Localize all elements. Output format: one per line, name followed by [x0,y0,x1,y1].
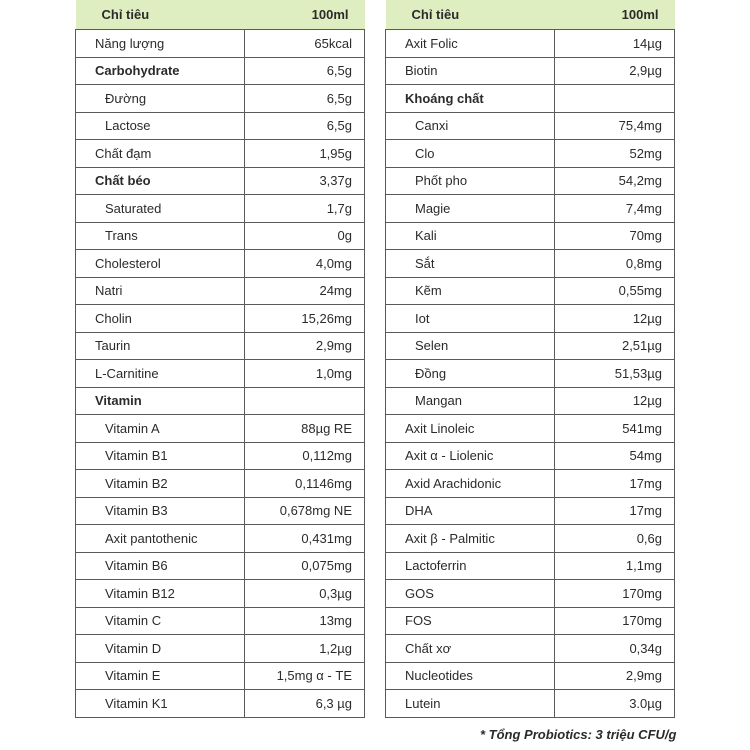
nutrient-value: 2,9mg [555,662,675,690]
table-row [386,167,675,195]
table-row [386,415,675,443]
nutrient-name: Vitamin A [76,415,245,443]
table-row [76,112,365,140]
nutrient-value: 2,9µg [555,57,675,85]
nutrient-value: 0,6g [555,525,675,553]
table-row [76,497,365,525]
nutrient-value: 1,1mg [555,552,675,580]
table-row [386,250,675,278]
nutrient-value: 17mg [555,497,675,525]
table-row [76,552,365,580]
table-row [76,690,365,718]
nutrient-name: Chất đạm [76,140,245,168]
nutrient-name: Vitamin B12 [76,580,245,608]
nutrient-name: Vitamin K1 [76,690,245,718]
nutrient-value [555,85,675,113]
table-row [386,470,675,498]
table-row [386,112,675,140]
nutrient-name: Chất béo [76,167,245,195]
nutrient-name: Biotin [386,57,555,85]
table-row [386,332,675,360]
table-row [386,360,675,388]
table-row [386,607,675,635]
nutrient-name: Sắt [386,250,555,278]
nutrient-value: 17mg [555,470,675,498]
nutrient-value: 1,5mg α - TE [245,662,365,690]
nutrient-name: Vitamin [76,387,245,415]
nutrient-name: Axit Folic [386,30,555,58]
nutrient-value: 7,4mg [555,195,675,223]
nutrient-value: 3.0µg [555,690,675,718]
nutrient-name: Axit pantothenic [76,525,245,553]
table-row [386,580,675,608]
nutrient-value: 0,8mg [555,250,675,278]
nutrient-value: 54mg [555,442,675,470]
nutrient-value: 170mg [555,580,675,608]
nutrient-name: Clo [386,140,555,168]
table-row [386,30,675,58]
table-row [76,85,365,113]
nutrient-value: 52mg [555,140,675,168]
nutrient-name: Nucleotides [386,662,555,690]
nutrient-name: Vitamin B2 [76,470,245,498]
nutrition-table-left [75,0,365,718]
nutrient-value: 0,34g [555,635,675,663]
nutrient-name: Đường [76,85,245,113]
nutrient-name: Canxi [386,112,555,140]
nutrient-value: 1,2µg [245,635,365,663]
nutrient-value: 0g [245,222,365,250]
table-row [76,442,365,470]
nutrient-name: Vitamin D [76,635,245,663]
nutrient-name: Axit α - Liolenic [386,442,555,470]
nutrient-value: 0,55mg [555,277,675,305]
nutrient-name: Đồng [386,360,555,388]
nutrient-name: Vitamin B1 [76,442,245,470]
nutrient-value: 170mg [555,607,675,635]
nutrient-name: Vitamin E [76,662,245,690]
table-row [386,195,675,223]
nutrient-value: 0,1146mg [245,470,365,498]
table-row [76,360,365,388]
nutrient-name: Phốt pho [386,167,555,195]
nutrient-name: Mangan [386,387,555,415]
nutrient-value: 0,431mg [245,525,365,553]
nutrient-value: 54,2mg [555,167,675,195]
nutrient-name: FOS [386,607,555,635]
table-row [76,57,365,85]
nutrient-value: 88µg RE [245,415,365,443]
nutrient-name: Axid Arachidonic [386,470,555,498]
table-row [76,195,365,223]
nutrient-value: 2,9mg [245,332,365,360]
nutrient-name: Axit Linoleic [386,415,555,443]
nutrient-value: 0,075mg [245,552,365,580]
table-row [76,525,365,553]
nutrient-name: Natri [76,277,245,305]
table-row [76,277,365,305]
table-row [386,497,675,525]
nutrient-value: 4,0mg [245,250,365,278]
table-row [386,277,675,305]
table-row [386,387,675,415]
nutrient-name: Lactoferrin [386,552,555,580]
nutrient-value: 12µg [555,305,675,333]
table-row [76,387,365,415]
nutrient-name: DHA [386,497,555,525]
nutrient-name: Lutein [386,690,555,718]
nutrient-value: 75,4mg [555,112,675,140]
table-header-row [386,0,675,30]
table-row [386,442,675,470]
table-row [386,690,675,718]
table-row [386,222,675,250]
nutrient-value: 1,95g [245,140,365,168]
table-row [76,140,365,168]
column-header-name: Chỉ tiêu [386,0,555,30]
table-row [386,552,675,580]
table-row [76,635,365,663]
nutrient-name: Magie [386,195,555,223]
column-header-value: 100ml [555,0,675,30]
nutrient-name: Lactose [76,112,245,140]
column-header-value: 100ml [245,0,365,30]
nutrient-name: Khoáng chất [386,85,555,113]
nutrient-value: 1,0mg [245,360,365,388]
table-row [386,662,675,690]
table-row [386,57,675,85]
nutrient-name: Carbohydrate [76,57,245,85]
nutrient-name: Cholesterol [76,250,245,278]
nutrient-value: 1,7g [245,195,365,223]
nutrient-value: 0,3µg [245,580,365,608]
nutrient-value: 541mg [555,415,675,443]
nutrient-name: Chất xơ [386,635,555,663]
nutrient-name: Selen [386,332,555,360]
nutrition-table-right [385,0,675,718]
nutrient-name: L-Carnitine [76,360,245,388]
nutrient-value: 13mg [245,607,365,635]
table-row [76,222,365,250]
table-row [76,662,365,690]
nutrient-value: 2,51µg [555,332,675,360]
nutrient-name: Cholin [76,305,245,333]
nutrient-name: Trans [76,222,245,250]
nutrient-name: Axit β - Palmitic [386,525,555,553]
nutrient-value: 6,5g [245,85,365,113]
nutrient-name: Kali [386,222,555,250]
nutrient-value: 0,112mg [245,442,365,470]
nutrient-value: 6,3 µg [245,690,365,718]
table-row [76,415,365,443]
table-row [76,470,365,498]
nutrient-name: Vitamin B3 [76,497,245,525]
nutrient-name: Vitamin B6 [76,552,245,580]
nutrient-name: Năng lượng [76,30,245,58]
table-row [386,140,675,168]
nutrient-value: 6,5g [245,112,365,140]
nutrient-name: Vitamin C [76,607,245,635]
table-row [386,305,675,333]
nutrient-value: 0,678mg NE [245,497,365,525]
nutrient-name: Kẽm [386,277,555,305]
nutrient-value: 15,26mg [245,305,365,333]
table-row [76,580,365,608]
nutrient-value: 14µg [555,30,675,58]
nutrient-value: 51,53µg [555,360,675,388]
probiotics-footnote: * Tổng Probiotics: 3 triệu CFU/g [480,727,677,742]
nutrient-value: 70mg [555,222,675,250]
table-row [76,167,365,195]
nutrient-name: Iot [386,305,555,333]
table-row [386,85,675,113]
nutrient-value: 65kcal [245,30,365,58]
table-row [76,607,365,635]
nutrient-value [245,387,365,415]
table-row [76,305,365,333]
table-row [76,30,365,58]
nutrient-value: 12µg [555,387,675,415]
nutrient-name: GOS [386,580,555,608]
nutrient-value: 3,37g [245,167,365,195]
nutrient-value: 6,5g [245,57,365,85]
table-row [386,635,675,663]
table-row [386,525,675,553]
table-row [76,250,365,278]
table-row [76,332,365,360]
nutrient-name: Taurin [76,332,245,360]
nutrient-name: Saturated [76,195,245,223]
nutrient-value: 24mg [245,277,365,305]
table-header-row [76,0,365,30]
column-header-name: Chỉ tiêu [76,0,245,30]
